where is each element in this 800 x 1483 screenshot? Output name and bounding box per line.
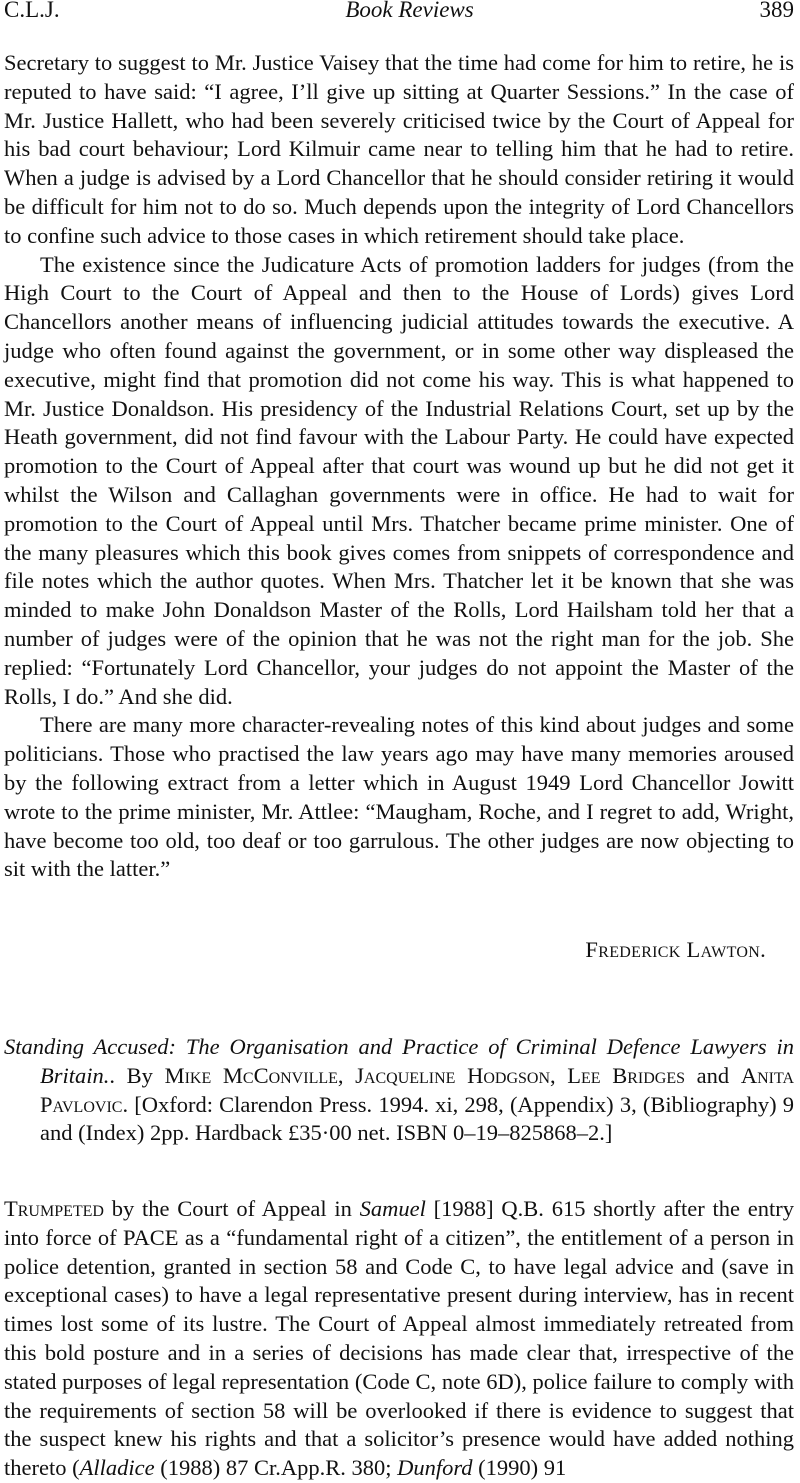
review-lead-word: Trumpeted [4, 1196, 104, 1222]
page-number: 389 [759, 0, 794, 22]
review-text-1: by the Court of Appeal in [103, 1196, 360, 1222]
review-text-3: (1988) 87 Cr.App.R. 380; [154, 1455, 398, 1481]
book-publication-details: [Oxford: Clarendon Press. 1994. xi, 298, (Appendix) 3, (Bibliography) 9 and (Index) 2pp. Hardback £35·00 net. ISBN 0–19–825868–2.] [40, 1091, 795, 1146]
paragraph-promotion: The existence since the Judicature Acts of promotion ladders for judges (from the High Court to the Court of Appeal and then to the House of Lords) gives Lord Chancellors another means of influencing judicial attitudes towards the executive. A judge who often found against the government, or in some other way displeased the executive, might find that promotion did not come his way. This is what happened to Mr. Justice Donaldson. His presidency of the Industrial Relations Court, set up by the Heath government, did not find favour with the Labour Party. He could have expected promotion to the Court of Appeal after that court was wound up but he did not get it whilst the Wilson and Callaghan governments were in office. He had to wait for promotion to the Court of Appeal until Mrs. Thatcher became prime minister. One of the many pleasures which this book gives comes from snippets of correspondence and file notes which the author quotes. When Mrs. Thatcher let it be known that she was minded to make John Donaldson Master of the Rolls, Lord Hailsham told her that a number of judges were of the opinion that he was not the right man for the job. She replied: “Fortunately Lord Chancellor, your judges do not appoint the Master of the Rolls, I do.” And she did. [4, 251, 794, 709]
section-title: Book Reviews [345, 0, 474, 22]
case-samuel: Samuel [359, 1196, 426, 1222]
book-last-author: Anita Pavlovic. [40, 1062, 795, 1117]
case-dunford: Dunford [397, 1455, 473, 1481]
journal-abbrev: C.L.J. [4, 0, 60, 22]
citation-by: . By [109, 1062, 153, 1088]
running-head [4, 0, 794, 26]
review-continuation [4, 49, 794, 884]
book-title: Standing Accused: The Organisation and Practice of Criminal Defence Lawyers in Britain. [4, 1033, 794, 1088]
book-authors: Mike McConville, Jacqueline Hodgson, Lee Bridges [164, 1062, 686, 1088]
review-text-2: [1988] Q.B. 615 shortly after the entry into force of PACE as a “fundamental right of a citizen”, the entitlement of a person in police detention, granted in section 58 and Code C, to have legal advice and (save in exceptional cases) to have a legal representative present during interview, has in recent times lost some of its lustre. The Court of Appeal almost immediately retreated from this bold posture and in a series of decisions has made clear that, irrespective of the stated purposes of legal representation (Code C, note 6D), police failure to comply with the requirements of section 58 will be overlooked if there is evidence to suggest that the suspect knew his rights and that a solicitor’s presence would have added nothing thereto ( [4, 1196, 794, 1481]
book-citation [4, 1033, 794, 1148]
review-text-4: (1990) 91 [472, 1455, 567, 1481]
case-alladice: Alladice [79, 1455, 155, 1481]
reviewer-signature: Frederick Lawton. [585, 937, 766, 963]
paragraph-notes: There are many more character-revealing notes of this kind about judges and some politicians. Those who practised the law years ago may have many memories aroused by the following extract from a letter which in August 1949 Lord Chancellor Jowitt wrote to the prime minister, Mr. Attlee: “Maugham, Roche, and I regret to add, Wright, have become too old, too deaf or too garrulous. The other judges are now objecting to sit with the latter.” [4, 712, 794, 882]
paragraph-retirement: Secretary to suggest to Mr. Justice Vaisey that the time had come for him to retire, he is reputed to have said: “I agree, I’ll give up sitting at Quarter Sessions.” In the case of Mr. Justice Hallett, who had been severely criticised twice by the Court of Appeal for his bad court behaviour; Lord Kilmuir came near to telling him that he had to retire. When a judge is advised by a Lord Chancellor that he should consider retiring it would be difficult for him not to do so. Much depends upon the integrity of Lord Chancellors to confine such advice to those cases in which retirement should take place. [4, 50, 794, 248]
citation-and: and [696, 1062, 730, 1088]
